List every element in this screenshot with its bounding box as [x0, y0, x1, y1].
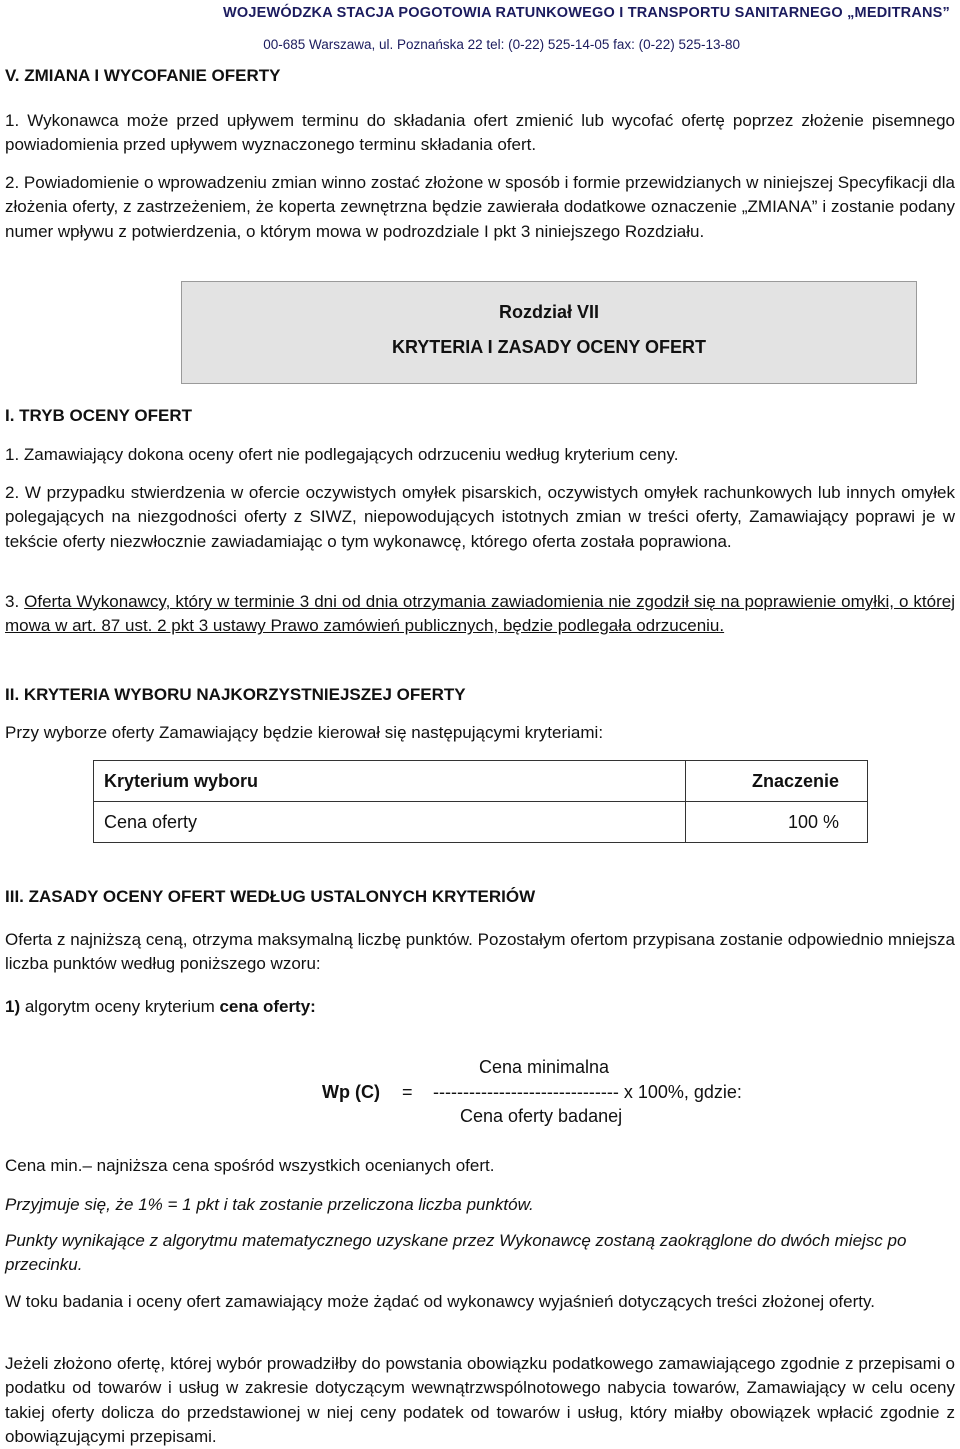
criteria-intro: Przy wyborze oferty Zamawiający będzie kierował się następującymi kryteriami: — [5, 723, 604, 742]
vat-paragraph: Jeżeli złożono ofertę, której wybór prowadziłby do powstania obowiązku podatkowego zamawiającego zgodnie z przepisami o podatku od towarów i usług w zakresie dotyczącym wewnątrzwspólnotowego nabycia towarów, Zamawiający w celu oceny takiej oferty dolicza do przedstawionej w niej ceny podatek od towarów i usług, który miałby obowiązek wpłacić zgodnie z obowiązującymi przepisami. — [5, 1354, 955, 1446]
scoring-description: Oferta z najniższą ceną, otrzyma maksymalną liczbę punktów. Pozostałym ofertom przypisana zostanie odpowiednio mniejsza liczba punktów według poniższego wzoru: — [5, 930, 955, 974]
point-3-number: 3. — [5, 592, 20, 611]
section-title-v: V. ZMIANA I WYCOFANIE OFERTY — [5, 66, 281, 85]
section-title-iii: III. ZASADY OCENY OFERT WEDŁUG USTALONYCH KRYTERIÓW — [5, 887, 536, 906]
table-header-row — [94, 761, 868, 802]
formula-numerator: Cena minimalna — [479, 1057, 610, 1077]
table-cell-weight: 100 % — [686, 802, 868, 843]
table-header-weight: Znaczenie — [686, 761, 868, 802]
table-header-criterion: Kryterium wyboru — [94, 761, 686, 802]
point-3-text: Oferta Wykonawcy, który w terminie 3 dni od dnia otrzymania zawiadomienia nie zgodził się na poprawienie omyłki, o której mowa w art. 87 ust. 2 pkt 3 ustawy Prawo zamówień publicznych, będzie podlegała odrzuceniu. — [5, 592, 955, 636]
clarification-paragraph: W toku badania i oceny ofert zamawiający może żądać od wykonawcy wyjaśnień dotyczących treści złożonej oferty. — [5, 1292, 875, 1311]
table-cell-criterion: Cena oferty — [94, 802, 686, 843]
chapter-heading-box — [181, 281, 917, 384]
section-v-point-1: 1. Wykonawca może przed upływem terminu do składania ofert zmienić lub wycofać ofertę poprzez złożenie pisemnego powiadomienia przed upływem wyznaczonego terminu składania ofert. — [5, 111, 955, 155]
points-conversion-note: Przyjmuje się, że 1% = 1 pkt i tak zostanie przeliczona liczba punktów. — [5, 1195, 534, 1214]
formula-denominator: Cena oferty badanej — [460, 1106, 623, 1126]
algorithm-text: algorytm oceny kryterium — [20, 997, 220, 1016]
criteria-table — [93, 760, 868, 843]
formula-fraction-line: ------------------------------- x 100%, gdzie: — [433, 1082, 742, 1102]
cena-min-definition: Cena min.– najniższa cena spośród wszystkich ocenianych ofert. — [5, 1156, 495, 1175]
letterhead-address: 00-685 Warszawa, ul. Poznańska 22 tel: (0-22) 525-14-05 fax: (0-22) 525-13-80 — [263, 37, 740, 52]
section-i-point-1: 1. Zamawiający dokona oceny ofert nie podlegających odrzuceniu według kryterium ceny. — [5, 445, 679, 464]
algorithm-criterion: cena oferty: — [219, 997, 316, 1016]
table-row — [94, 802, 868, 843]
section-title-ii: II. KRYTERIA WYBORU NAJKORZYSTNIEJSZEJ OFERTY — [5, 685, 466, 704]
algorithm-number: 1) — [5, 997, 21, 1016]
formula-lhs: Wp (C) — [322, 1082, 380, 1102]
section-title-i: I. TRYB OCENY OFERT — [5, 406, 193, 425]
section-i-point-3 — [5, 590, 955, 639]
chapter-number: Rozdział VII — [498, 302, 599, 322]
section-i-point-2: 2. W przypadku stwierdzenia w ofercie oczywistych omyłek pisarskich, oczywistych omyłek rachunkowych lub innych omyłek polegających na niezgodności oferty z SIWZ, niepowodujących istotnych zmian w treści oferty, Zamawiający poprawi je w tekście oferty niezwłocznie zawiadamiając o tym wykonawcę, którego oferta została poprawiona. — [5, 483, 955, 551]
chapter-title: KRYTERIA I ZASADY OCENY OFERT — [391, 337, 707, 357]
rounding-note: Punkty wynikające z algorytmu matematycznego uzyskane przez Wykonawcę zostaną zaokrąglone do dwóch miejsc po przecinku. — [5, 1231, 907, 1275]
section-v-point-2: 2. Powiadomienie o wprowadzeniu zmian winno zostać złożone w sposób i formie przewidzianych w niniejszej Specyfikacji dla złożenia oferty, z zastrzeżeniem, że koperta zewnętrzna będzie zawierała dodatkowe oznaczenie „ZMIANA” i zostanie podany numer wpływu z potwierdzenia, o którym mowa w podrozdziale I pkt 3 niniejszego Rozdziału. — [5, 173, 955, 241]
formula-equals: = — [402, 1082, 413, 1102]
letterhead-organization: WOJEWÓDZKA STACJA POGOTOWIA RATUNKOWEGO I TRANSPORTU SANITARNEGO „MEDITRANS” — [222, 5, 950, 21]
algorithm-label — [5, 995, 955, 1019]
